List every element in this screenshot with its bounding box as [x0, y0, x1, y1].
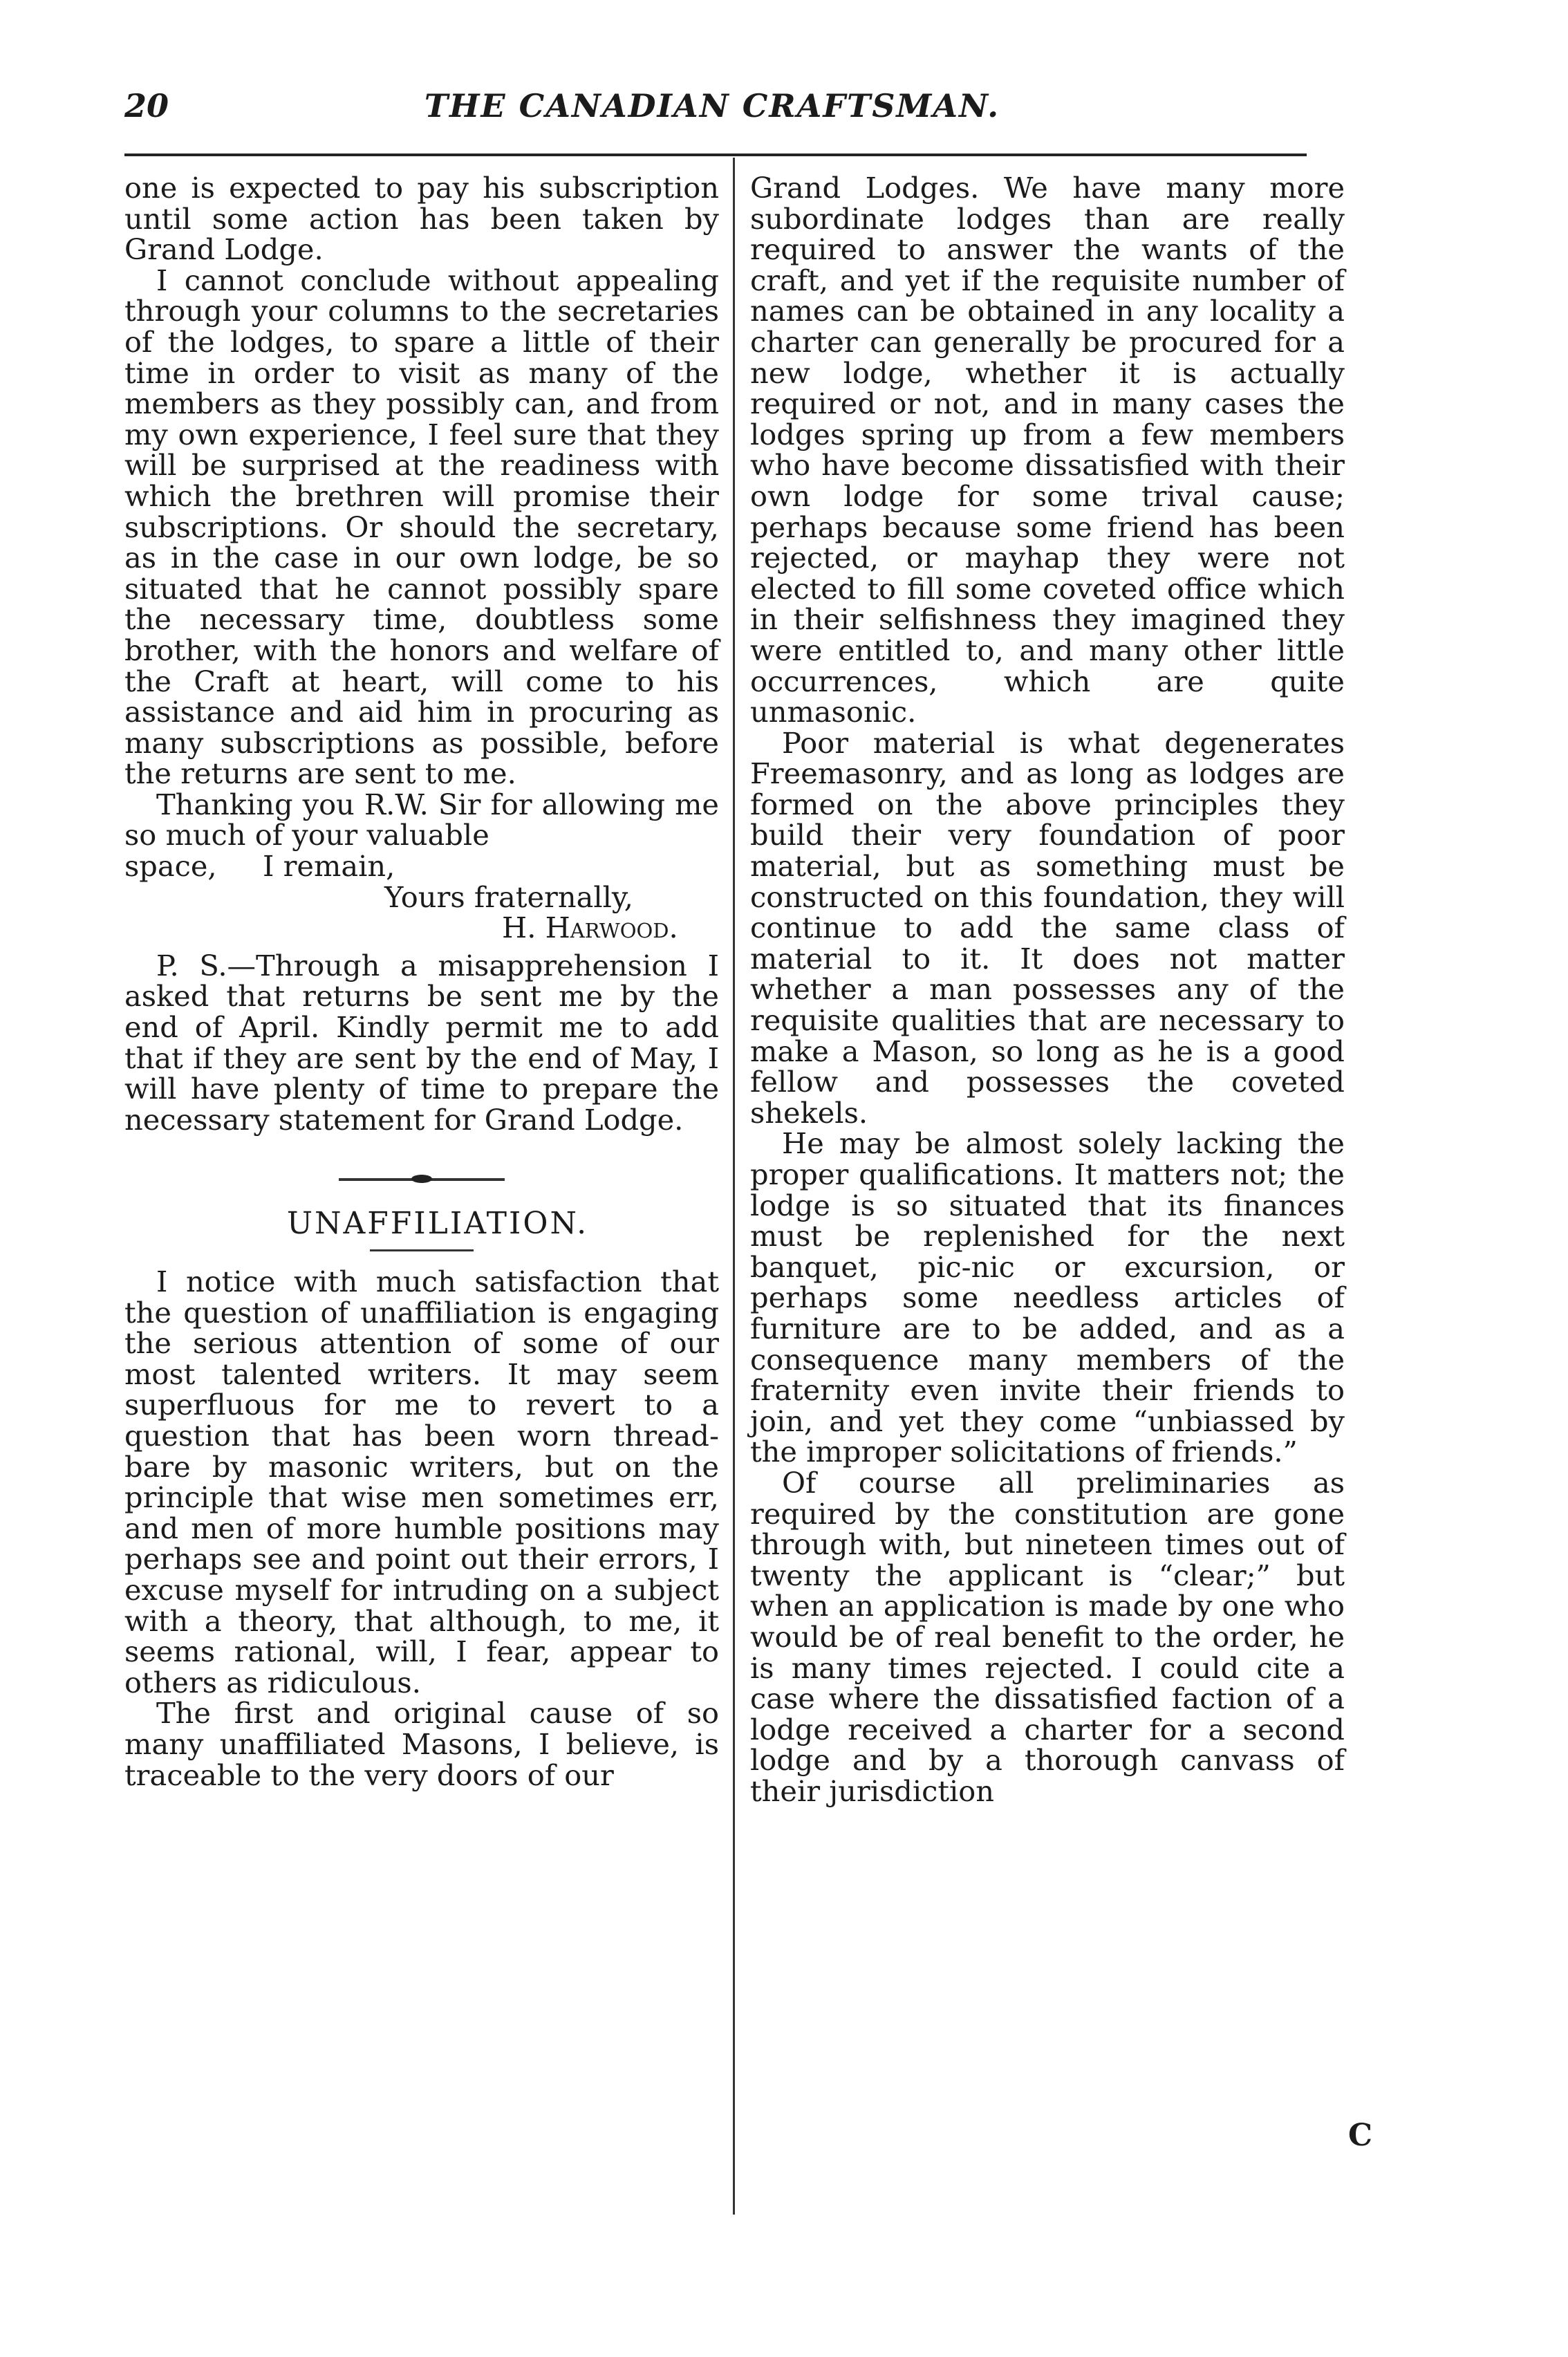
paragraph-appeal: I cannot conclude without appealing through your columns to the secretaries of the lodges, to spare a little of their time in order to visit as many of the members as they possibly can, and from my own experience, I feel sure that they will be surprised at the readiness with which the brethren will promise their subscriptions. Or should the secretary, as in the case in our own lodge, be so situated that he cannot possibly spare the necessary time, doubtless some brother, with the honors and welfare of the Craft at heart, will come to his assistance and aid him in procuring as many subscriptions as possible, before the returns are sent to me.	[124, 263, 719, 791]
paragraph-grand-lodges: Grand Lodges. We have many more subordinate lodges than are really required to answer the wants of the craft, and yet if the requisite number of names can be obtained in any locality a charter can generally be procured for a new lodge, whether it is actually required or not, and in many cases the lodges spring up from a few members who have become dissatisfied with their own lodge for some trival cause; perhaps because some friend has been rejected, or mayhap they were not elected to fill some coveted office which in their selfishness they imagined they were entitled to, and many other little occurrences, which are quite unmasonic.	[750, 171, 1345, 729]
signature-remain: I remain,	[263, 849, 395, 884]
column-divider	[733, 158, 735, 2215]
title-underline	[370, 1249, 474, 1251]
right-column	[750, 173, 1345, 1807]
section-title: UNAFFILIATION.	[286, 1206, 589, 1242]
running-head: THE CANADIAN CRAFTSMAN.	[424, 87, 1000, 124]
paragraph-qualifications: He may be almost solely lacking the proper qualifications. It matters not; the lodge is so situated that its finances must be replenished for the next banquet, pic-nic or excursion, or perhaps some needless articles of furniture are to be added, and as a consequence many members of the fraternity even invite their friends to join, and yet they come “unbiassed by the improper solicitations of friends.”	[750, 1126, 1345, 1469]
paragraph-unaffiliation: I notice with much satisfaction that the question of unaffiliation is engaging the serious attention of some of our most talented writers. It may seem superfluous for me to revert to a question that has been worn thread-bare by masonic writers, but on the principle that wise men sometimes err, and men of more humble positions may perhaps see and point out their errors, I excuse myself for intruding on a subject with a theory, that although, to me, it seems rational, will, I fear, appear to others as ridiculous.	[124, 1265, 719, 1699]
signature-name: H. Harwood.	[502, 911, 678, 945]
ornament-divider	[339, 1178, 505, 1181]
paragraph-preliminaries: Of course all preliminaries as required by the constitution are gone through with, but nineteen times out of twenty the applicant is “clear;” but when an application is made by one who would be of real benefit to the order, he is many times rejected. I could cite a case where the dissatisfied faction of a lodge received a charter for a second lodge and by a thorough canvass of their jurisdiction	[750, 1465, 1345, 1808]
margin-mark: C	[1348, 2118, 1373, 2153]
postscript: P. S.—Through a misapprehension I asked that returns be sent me by the end of April. Kindly permit me to add that if they are sent by the end of May, I will have plenty of time to prepare the necessary statement for Grand Lodge.	[124, 948, 719, 1137]
paragraph-poor-material: Poor material is what degenerates Freemasonry, and as long as lodges are formed on the above principles they build their very foundation of poor material, but as something must be constructed on this foundation, they will continue to add the same class of material to it. It does not matter whether a man possesses any of the requisite qualities that are necessary to make a Mason, so long as he is a good fellow and possesses the coveted shekels.	[750, 725, 1345, 1130]
page-header	[118, 82, 1307, 130]
signature-block	[124, 851, 719, 882]
signature-closing: Yours fraternally,	[384, 879, 633, 914]
paragraph-continued: one is expected to pay his subscription until some action has been taken by Grand Lodge.	[124, 171, 719, 267]
paragraph-thanks: Thanking you R.W. Sir for allowing me so much of your valuable	[124, 787, 719, 853]
header-rule	[124, 153, 1307, 156]
paragraph-first-cause: The first and original cause of so many unaffiliated Masons, I believe, is traceable to the very doors of our	[124, 1696, 719, 1792]
page-number: 20	[124, 87, 169, 124]
left-column	[124, 173, 719, 1791]
signature-space: space,	[124, 849, 217, 884]
